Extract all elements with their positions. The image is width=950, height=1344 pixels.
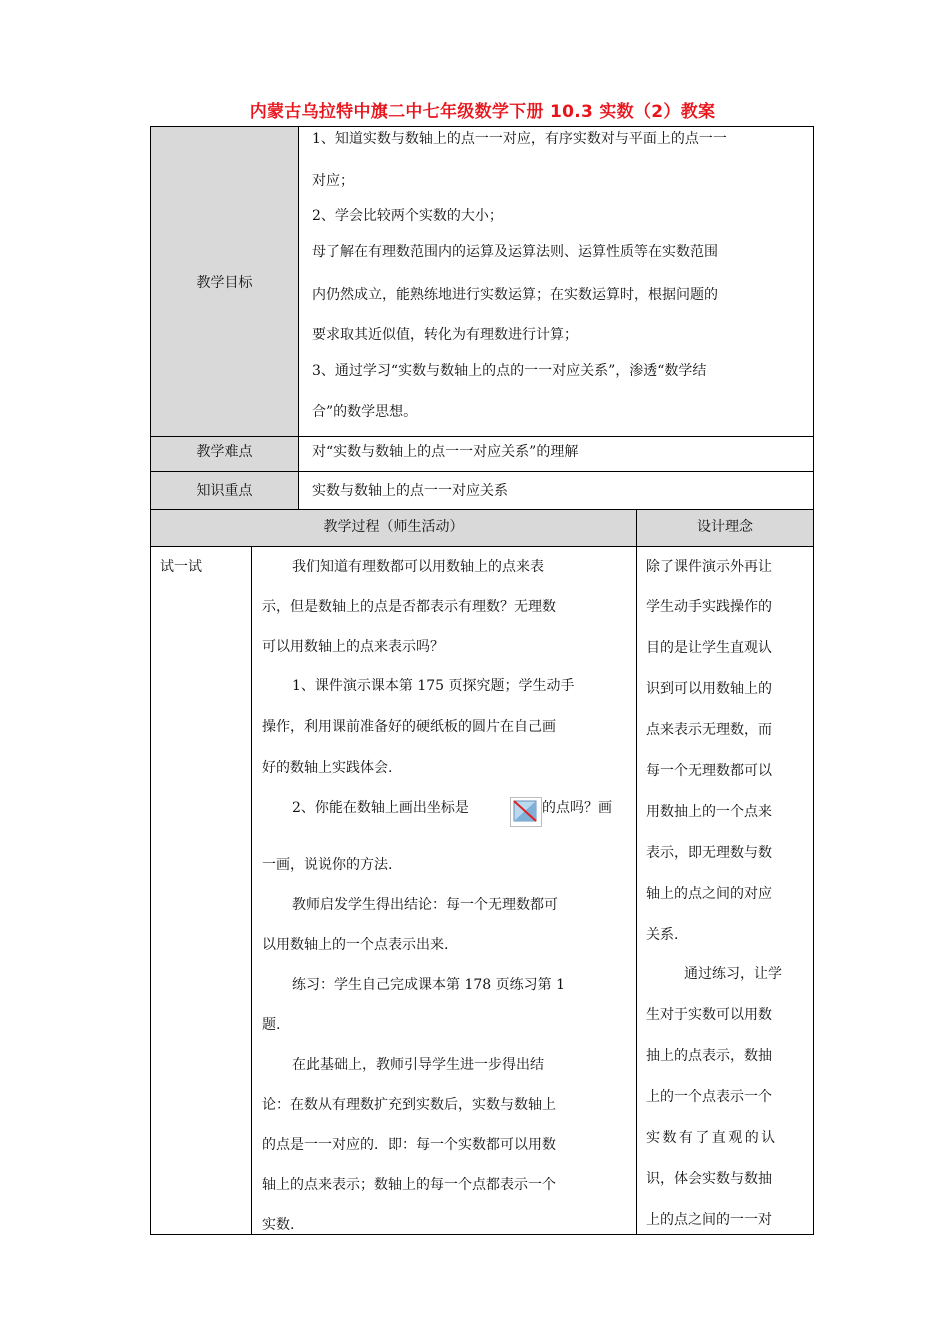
broken-image-icon bbox=[510, 797, 542, 827]
process-line: 可以用数轴上的点来表示吗？ bbox=[262, 639, 444, 655]
process-line: 1、课件演示课本第 175 页探究题；学生动手 bbox=[292, 678, 575, 694]
objective-line: 3、通过学习“实数与数轴上的点的一一对应关系”，渗透“数学结 bbox=[312, 363, 707, 379]
process-line: 一画，说说你的方法. bbox=[262, 857, 393, 873]
row-divider bbox=[150, 546, 814, 547]
process-header-left: 教学过程（师生活动） bbox=[323, 519, 464, 535]
design-line: 实 数 有 了 直 观 的 认 bbox=[646, 1130, 776, 1146]
table-border-bottom bbox=[150, 1234, 814, 1235]
difficulty-text: 对“实数与数轴上的点一一对应关系”的理解 bbox=[312, 444, 579, 460]
keypoint-label: 知识重点 bbox=[196, 483, 253, 499]
process-line: 的点吗？画 bbox=[542, 800, 612, 816]
process-line: 练习：学生自己完成课本第 178 页练习第 1 bbox=[292, 977, 565, 993]
process-line: 操作，利用课前准备好的硬纸板的圆片在自己画 bbox=[262, 719, 556, 735]
design-line: 学生动手实践操作的 bbox=[646, 599, 772, 615]
process-line: 好的数轴上实践体会. bbox=[262, 760, 393, 776]
keypoint-text: 实数与数轴上的点一一对应关系 bbox=[312, 483, 508, 499]
objective-line: 要求取其近似值，转化为有理数进行计算； bbox=[312, 327, 578, 343]
design-line: 除了课件演示外再让 bbox=[646, 559, 772, 575]
process-line: 我们知道有理数都可以用数轴上的点来表 bbox=[292, 559, 544, 575]
label-column-divider bbox=[298, 126, 299, 510]
design-line: 点来表示无理数，而 bbox=[646, 722, 772, 738]
objective-line: 1、知道实数与数轴上的点一一对应，有序实数对与平面上的点一一 bbox=[312, 131, 727, 147]
design-line: 抽上的点表示，数抽 bbox=[646, 1048, 772, 1064]
process-line: 教师启发学生得出结论：每一个无理数都可 bbox=[292, 897, 558, 913]
process-line: 2、你能在数轴上画出坐标是 bbox=[292, 800, 469, 816]
objective-line: 内仍然成立，能熟练地进行实数运算；在实数运算时，根据问题的 bbox=[312, 287, 718, 303]
design-line: 识，体会实数与数抽 bbox=[646, 1171, 772, 1187]
try-label: 试一试 bbox=[160, 559, 202, 575]
design-line: 用数抽上的一个点来 bbox=[646, 804, 772, 820]
process-line: 题. bbox=[262, 1017, 281, 1033]
design-line: 生对于实数可以用数 bbox=[646, 1007, 772, 1023]
process-column-divider bbox=[636, 509, 637, 1235]
objectives-label: 教学目标 bbox=[196, 275, 253, 291]
try-label-divider bbox=[251, 546, 252, 1235]
process-line: 论：在数从有理数扩充到实数后，实数与数轴上 bbox=[262, 1097, 556, 1113]
design-line: 识到可以用数轴上的 bbox=[646, 681, 772, 697]
process-line: 示，但是数轴上的点是否都表示有理数？无理数 bbox=[262, 599, 556, 615]
row-divider bbox=[150, 509, 814, 510]
design-line: 通过练习，让学 bbox=[684, 966, 782, 982]
process-header-right: 设计理念 bbox=[697, 519, 753, 535]
difficulty-label: 教学难点 bbox=[196, 444, 253, 460]
design-line: 关系. bbox=[646, 927, 679, 943]
process-line: 以用数轴上的一个点表示出来. bbox=[262, 937, 449, 953]
row-divider bbox=[150, 436, 814, 437]
document-title: 内蒙古乌拉特中旗二中七年级数学下册 10.3 实数（2）教案 bbox=[249, 102, 716, 122]
design-line: 上的一个点表示一个 bbox=[646, 1089, 772, 1105]
process-line: 的点是一一对应的．即：每一个实数都可以用数 bbox=[262, 1137, 556, 1153]
objective-line: 母了解在有理数范围内的运算及运算法则、运算性质等在实数范围 bbox=[312, 244, 718, 260]
design-line: 每一个无理数都可以 bbox=[646, 763, 772, 779]
process-line: 实数. bbox=[262, 1217, 295, 1233]
process-line: 轴上的点来表示；数轴上的每一个点都表示一个 bbox=[262, 1177, 556, 1193]
objective-line: 对应； bbox=[312, 173, 354, 189]
design-line: 表示，即无理数与数 bbox=[646, 845, 772, 861]
table-border-top bbox=[150, 126, 814, 127]
row-divider bbox=[150, 471, 814, 472]
objective-line: 合”的数学思想。 bbox=[312, 404, 418, 420]
table-border-right bbox=[813, 126, 814, 1235]
table-border-left bbox=[150, 126, 151, 1235]
design-line: 轴上的点之间的对应 bbox=[646, 886, 772, 902]
design-line: 上的点之间的一一对 bbox=[646, 1212, 772, 1228]
design-line: 目的是让学生直观认 bbox=[646, 640, 772, 656]
process-line: 在此基础上，教师引导学生进一步得出结 bbox=[292, 1057, 544, 1073]
objective-line: 2、学会比较两个实数的大小； bbox=[312, 208, 503, 224]
